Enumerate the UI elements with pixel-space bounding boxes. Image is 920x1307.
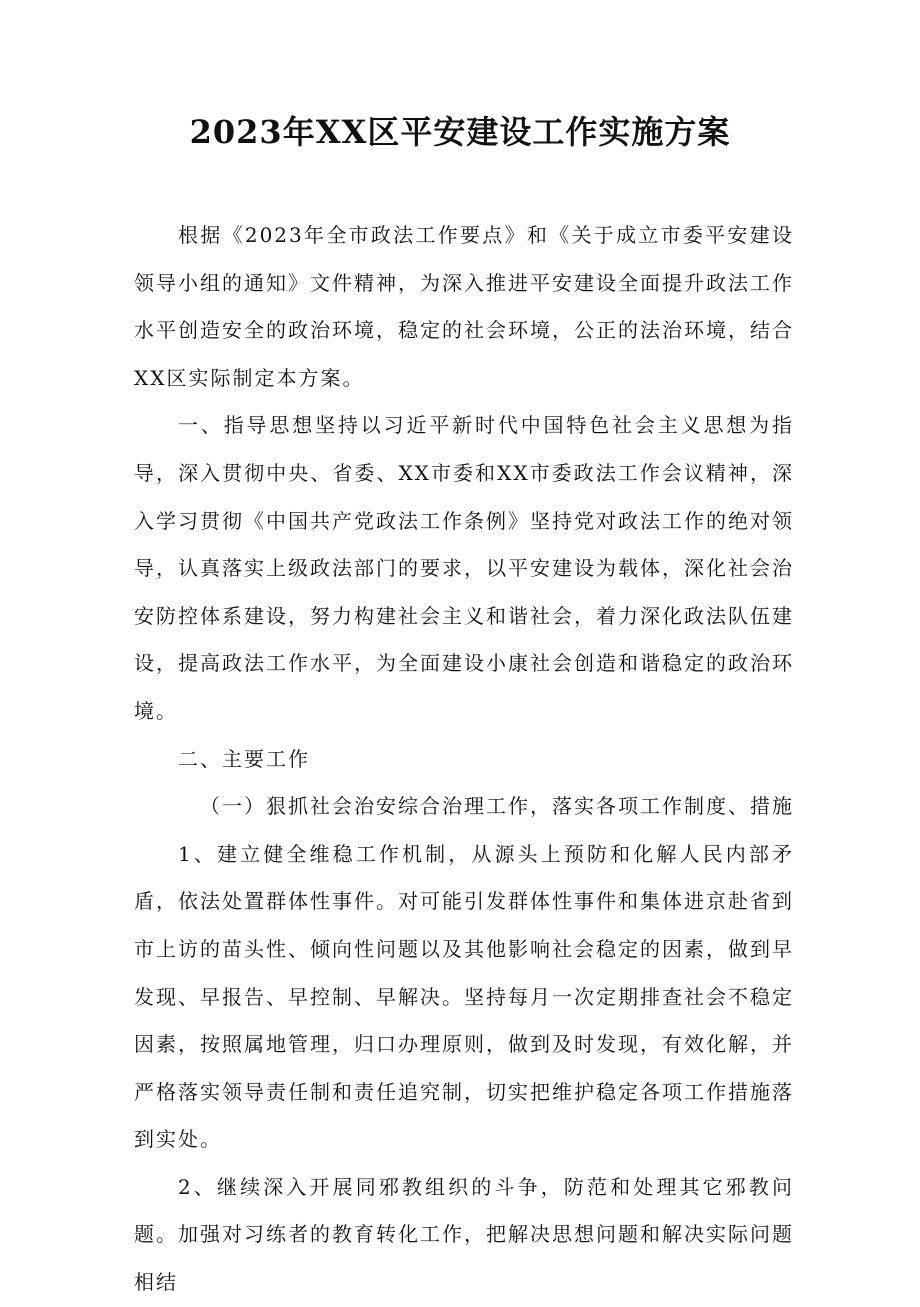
item-1-paragraph: 1、建立健全维稳工作机制，从源头上预防和化解人民内部矛盾，依法处置群体性事件。对可能引发群体性事件和集体进京赴省到市上访的苗头性、倾向性问题以及其他影响社会稳定的因素，做到早发现、早报告、早控制、早解决。坚持每月一次定期排查社会不稳定因素，按照属地管理，归口办理原则，做到及时发现，有效化解，并严格落实领导责任制和责任追究制，切实把维护稳定各项工作措施落到实处。 (134, 841, 794, 1152)
document-body (134, 212, 794, 1307)
intro-paragraph: 根据《2023年全市政法工作要点》和《关于成立市委平安建设领导小组的通知》文件精神，为深入推进平安建设全面提升政法工作水平创造安全的政治环境，稳定的社会环境，公正的法治环境，结合XX区实际制定本方案。 (134, 223, 794, 390)
item-2-paragraph: 2、继续深入开展同邪教组织的斗争，防范和处理其它邪教问题。加强对习练者的教育转化工作，把解决思想问题和解决实际问题相结 (134, 1174, 794, 1295)
document-title: 2023年XX区平安建设工作实施方案 (189, 113, 731, 151)
main-work-heading: 二、主要工作 (178, 746, 310, 771)
guiding-ideology-paragraph: 一、指导思想坚持以习近平新时代中国特色社会主义思想为指导，深入贯彻中央、省委、XX市委和XX市委政法工作会议精神，深入学习贯彻《中国共产党政法工作条例》坚持党对政法工作的绝对领导，认真落实上级政法部门的要求，以平安建设为载体，深化社会治安防控体系建设，努力构建社会主义和谐社会，着力深化政法队伍建设，提高政法工作水平，为全面建设小康社会创造和谐稳定的政治环境。 (134, 413, 794, 723)
public-security-subheading: （一）狠抓社会治安综合治理工作，落实各项工作制度、措施 (200, 794, 794, 819)
